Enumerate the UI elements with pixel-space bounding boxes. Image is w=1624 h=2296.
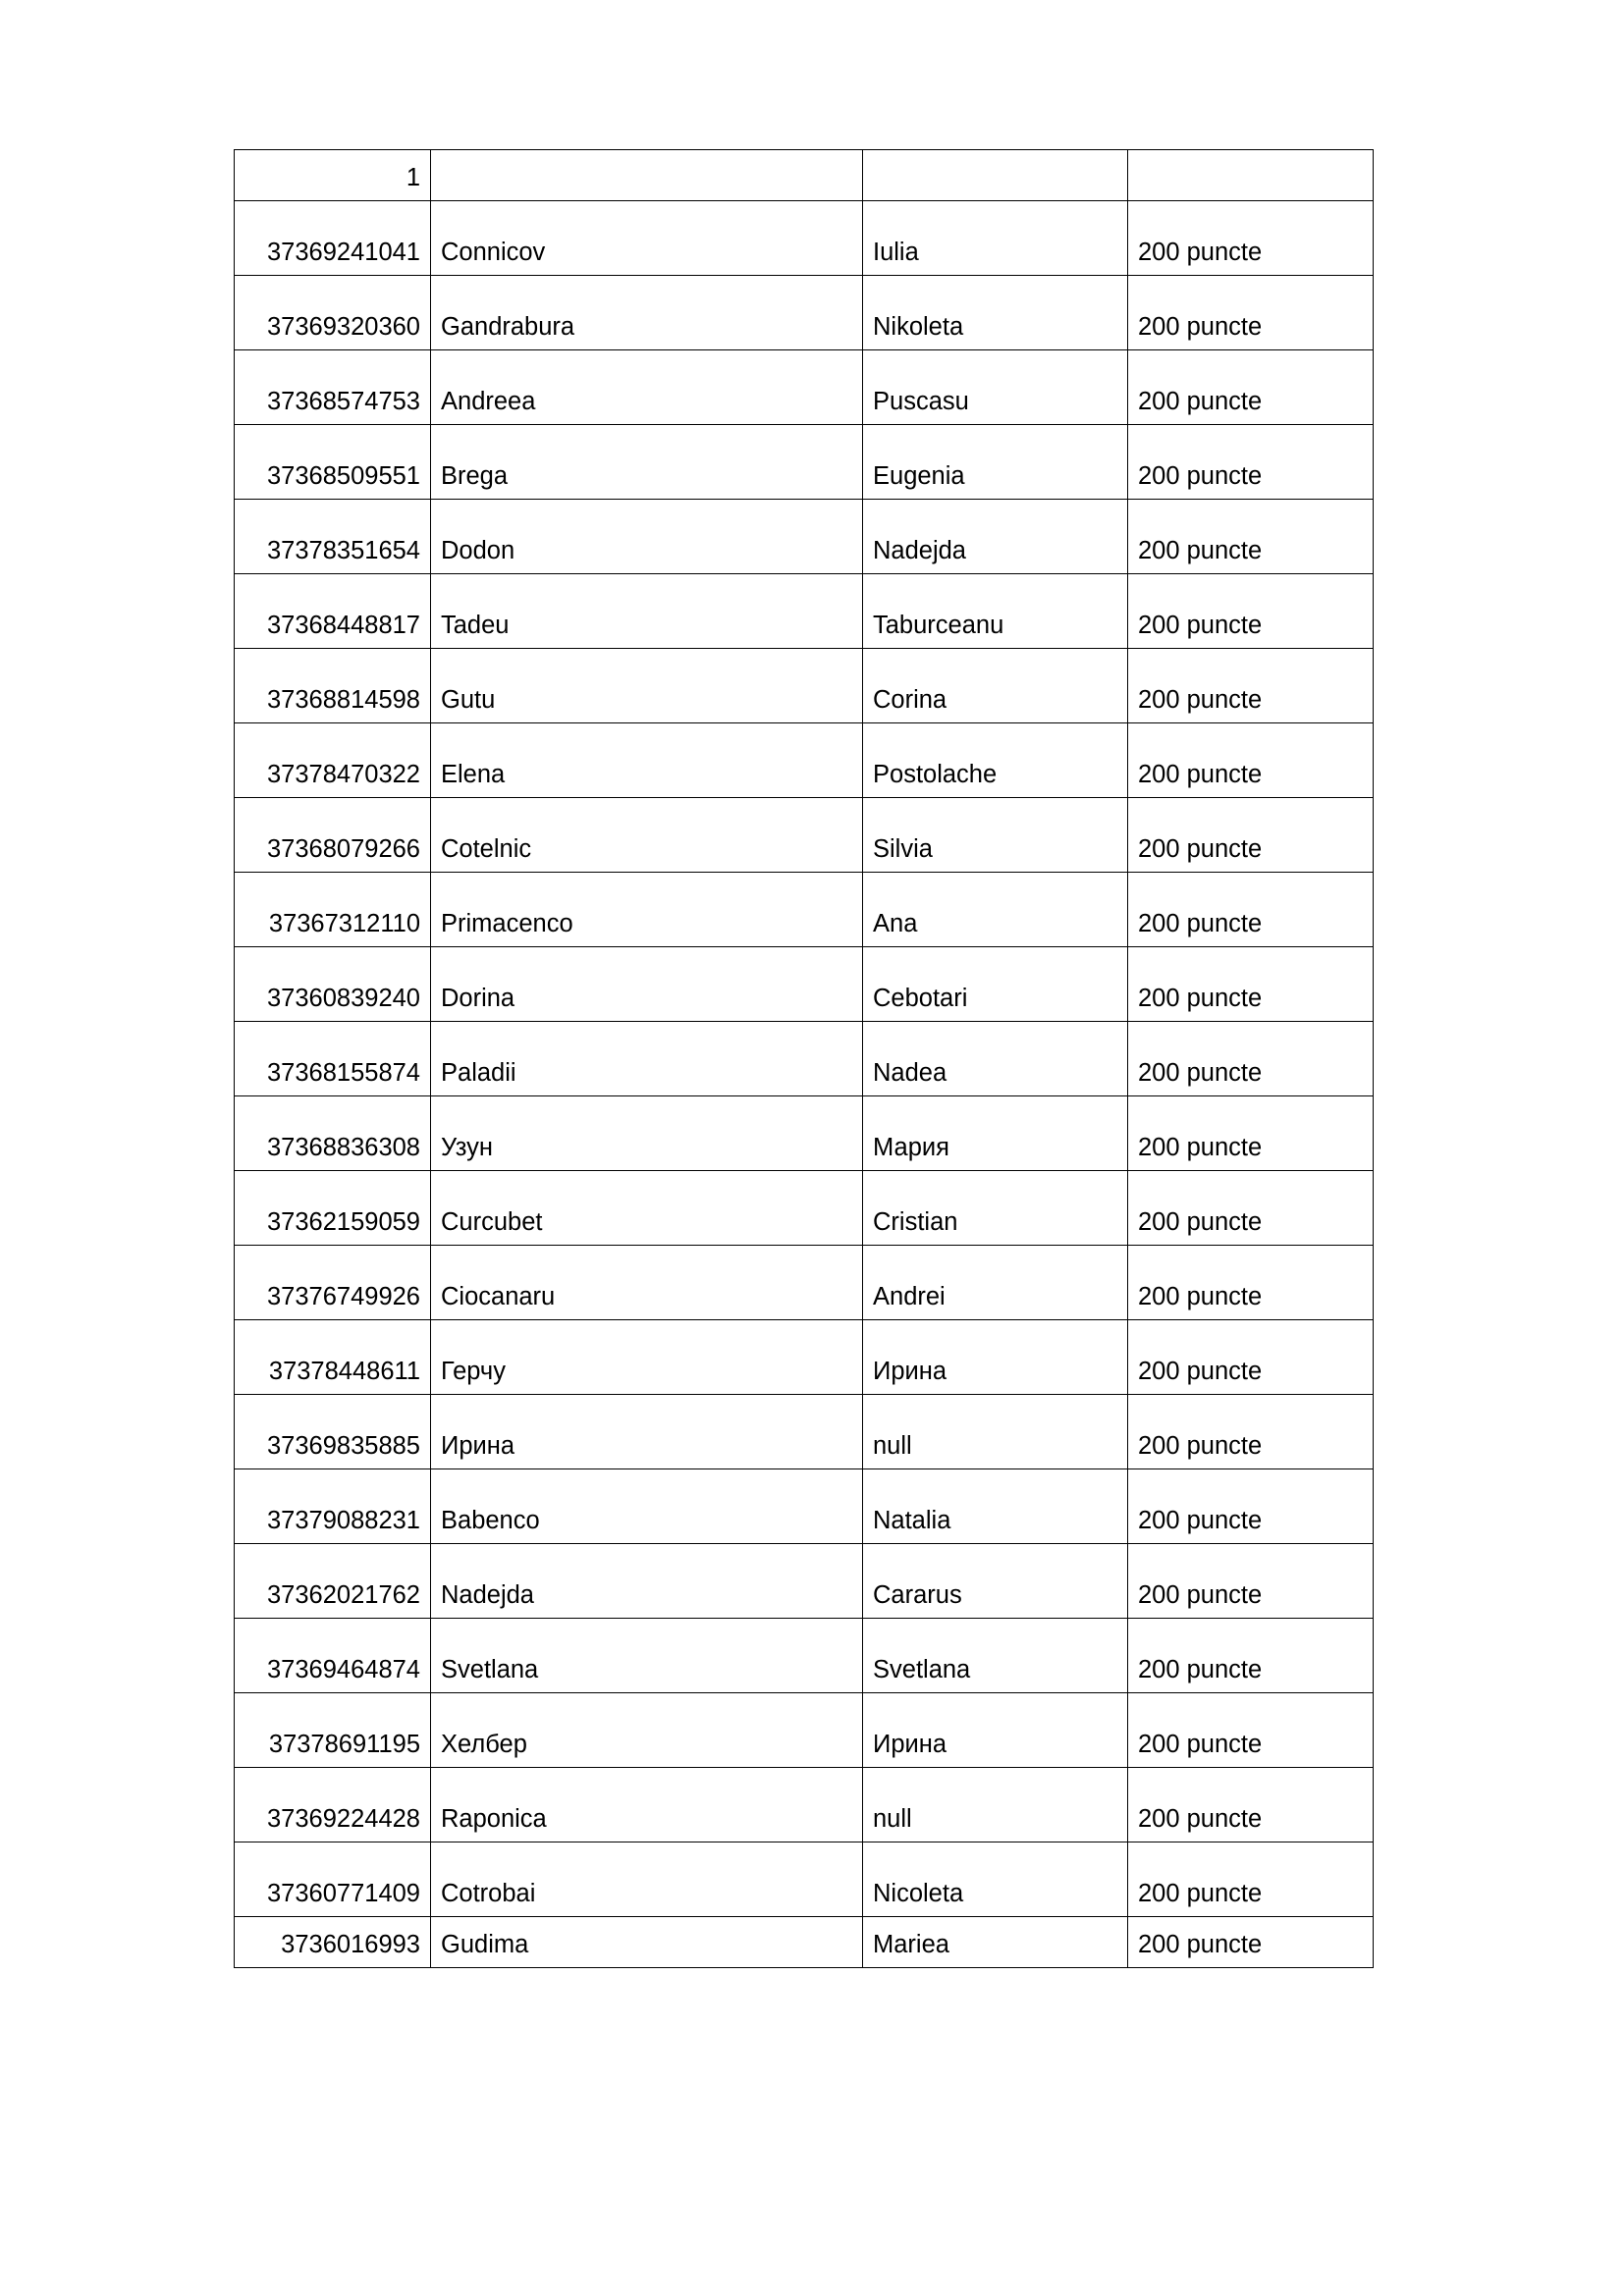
table-row [235,500,1374,574]
table-row [235,1096,1374,1171]
cell-last-name: Ana [863,873,1128,947]
cell-last-name: Andrei [863,1246,1128,1320]
cell-first-name: Ciocanaru [431,1246,863,1320]
cell-points: 200 puncte [1128,798,1374,873]
cell-first-name: Хелбер [431,1693,863,1768]
cell-phone: 37378448611 [235,1320,431,1395]
cell-first-name: Andreea [431,350,863,425]
cell-last-name: Taburceanu [863,574,1128,649]
table-row [235,1917,1374,1968]
cell-phone: 37369835885 [235,1395,431,1469]
cell-points: 200 puncte [1128,425,1374,500]
cell-first-name: Ирина [431,1395,863,1469]
cell-points: 200 puncte [1128,1768,1374,1842]
table-row [235,1395,1374,1469]
table-container [234,149,1373,1968]
cell-last-name: Мария [863,1096,1128,1171]
cell-first-name: Svetlana [431,1619,863,1693]
table-row [235,1693,1374,1768]
cell-last-name: Iulia [863,201,1128,276]
cell-first-name: Gutu [431,649,863,723]
cell-phone: 1 [235,150,431,201]
cell-points: 200 puncte [1128,1096,1374,1171]
table-row [235,649,1374,723]
table-row [235,276,1374,350]
cell-points: 200 puncte [1128,649,1374,723]
cell-last-name: Cararus [863,1544,1128,1619]
cell-last-name: Silvia [863,798,1128,873]
cell-last-name: Postolache [863,723,1128,798]
table-row [235,947,1374,1022]
cell-phone: 37368509551 [235,425,431,500]
cell-first-name: Connicov [431,201,863,276]
table-row [235,1619,1374,1693]
cell-phone: 37368079266 [235,798,431,873]
cell-last-name: Nicoleta [863,1842,1128,1917]
cell-last-name: Cebotari [863,947,1128,1022]
cell-points: 200 puncte [1128,276,1374,350]
cell-last-name: Corina [863,649,1128,723]
cell-first-name: Gandrabura [431,276,863,350]
cell-last-name: Ирина [863,1320,1128,1395]
cell-last-name: null [863,1395,1128,1469]
cell-phone: 37360771409 [235,1842,431,1917]
cell-phone: 37369464874 [235,1619,431,1693]
cell-first-name: Nadejda [431,1544,863,1619]
cell-phone: 37360839240 [235,947,431,1022]
table-body [235,150,1374,1968]
cell-phone: 3736016993 [235,1917,431,1968]
cell-first-name: Герчу [431,1320,863,1395]
cell-phone: 37369241041 [235,201,431,276]
cell-phone: 37369320360 [235,276,431,350]
table-row [235,1320,1374,1395]
cell-last-name: Cristian [863,1171,1128,1246]
cell-phone: 37368836308 [235,1096,431,1171]
table-row [235,1469,1374,1544]
table-row [235,723,1374,798]
contacts-table [234,149,1374,1968]
cell-first-name: Gudima [431,1917,863,1968]
table-row [235,1246,1374,1320]
cell-phone: 37368448817 [235,574,431,649]
cell-phone: 37369224428 [235,1768,431,1842]
cell-first-name: Paladii [431,1022,863,1096]
cell-phone: 37368574753 [235,350,431,425]
cell-points: 200 puncte [1128,1246,1374,1320]
table-row [235,1768,1374,1842]
cell-phone: 37362159059 [235,1171,431,1246]
cell-first-name: Dorina [431,947,863,1022]
cell-first-name: Brega [431,425,863,500]
cell-last-name: Nadea [863,1022,1128,1096]
cell-points: 200 puncte [1128,1917,1374,1968]
table-row [235,574,1374,649]
table-row [235,1022,1374,1096]
cell-points: 200 puncte [1128,1022,1374,1096]
table-row [235,1842,1374,1917]
cell-last-name: null [863,1768,1128,1842]
table-row [235,150,1374,201]
cell-phone: 37368814598 [235,649,431,723]
cell-phone: 37368155874 [235,1022,431,1096]
cell-first-name: Raponica [431,1768,863,1842]
cell-first-name: Primacenco [431,873,863,947]
table-row [235,873,1374,947]
cell-last-name: Ирина [863,1693,1128,1768]
cell-points: 200 puncte [1128,1842,1374,1917]
table-row [235,1171,1374,1246]
cell-phone: 37379088231 [235,1469,431,1544]
cell-phone: 37378351654 [235,500,431,574]
cell-points: 200 puncte [1128,350,1374,425]
cell-first-name: Узун [431,1096,863,1171]
cell-points [1128,150,1374,201]
cell-last-name: Mariea [863,1917,1128,1968]
cell-points: 200 puncte [1128,1544,1374,1619]
cell-first-name: Cotrobai [431,1842,863,1917]
cell-last-name: Nikoleta [863,276,1128,350]
cell-points: 200 puncte [1128,1395,1374,1469]
cell-last-name: Natalia [863,1469,1128,1544]
cell-first-name: Curcubet [431,1171,863,1246]
cell-last-name: Eugenia [863,425,1128,500]
cell-first-name: Cotelnic [431,798,863,873]
cell-phone: 37376749926 [235,1246,431,1320]
cell-first-name: Babenco [431,1469,863,1544]
table-row [235,201,1374,276]
cell-points: 200 puncte [1128,723,1374,798]
table-row [235,350,1374,425]
cell-last-name: Nadejda [863,500,1128,574]
cell-points: 200 puncte [1128,873,1374,947]
cell-last-name: Svetlana [863,1619,1128,1693]
cell-first-name: Dodon [431,500,863,574]
cell-phone: 37378470322 [235,723,431,798]
cell-points: 200 puncte [1128,947,1374,1022]
table-row [235,425,1374,500]
cell-phone: 37362021762 [235,1544,431,1619]
cell-points: 200 puncte [1128,1171,1374,1246]
cell-last-name [863,150,1128,201]
cell-first-name: Tadeu [431,574,863,649]
cell-phone: 37378691195 [235,1693,431,1768]
cell-points: 200 puncte [1128,1693,1374,1768]
table-row [235,798,1374,873]
cell-points: 200 puncte [1128,1619,1374,1693]
cell-points: 200 puncte [1128,500,1374,574]
cell-points: 200 puncte [1128,201,1374,276]
cell-first-name: Elena [431,723,863,798]
cell-points: 200 puncte [1128,574,1374,649]
cell-last-name: Puscasu [863,350,1128,425]
cell-phone: 37367312110 [235,873,431,947]
table-row [235,1544,1374,1619]
cell-first-name [431,150,863,201]
cell-points: 200 puncte [1128,1469,1374,1544]
cell-points: 200 puncte [1128,1320,1374,1395]
